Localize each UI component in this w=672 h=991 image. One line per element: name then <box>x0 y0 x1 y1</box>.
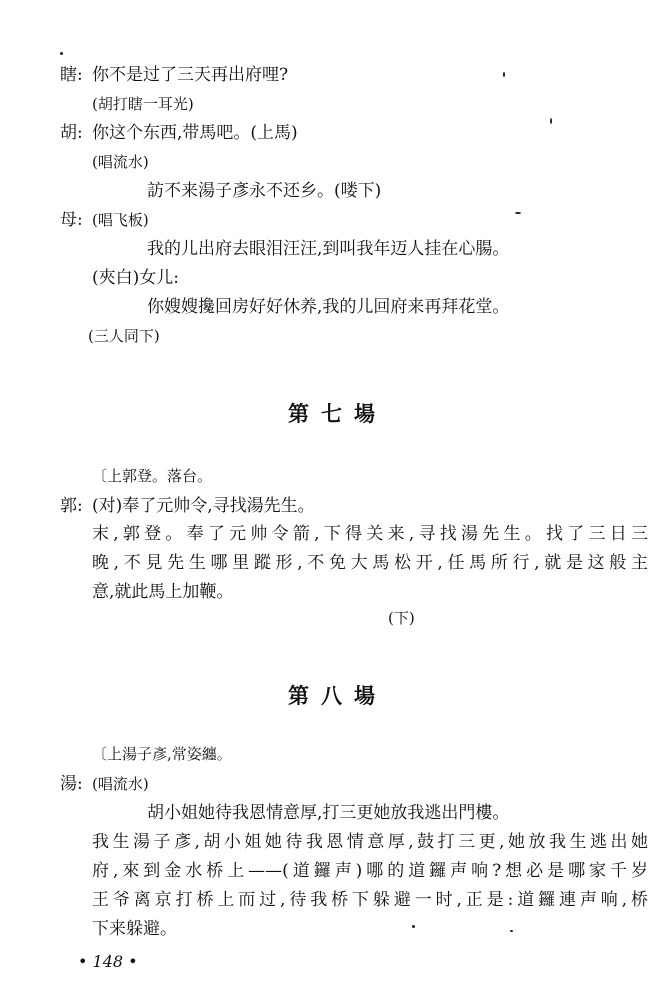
dialogue-line: (对)奉了元帅令,寻找湯先生。 <box>92 496 315 516</box>
prose-line: 府,來到金水桥上——(道鑼声)哪的道鑼声响?想必是哪家千岁 <box>92 861 648 881</box>
page-number-group <box>78 952 138 971</box>
scan-speck <box>412 925 415 928</box>
speaker-label: 瞎: <box>60 65 83 85</box>
scan-speck <box>550 118 552 124</box>
scan-speck <box>503 72 505 77</box>
prose-line: 我生湯子彥,胡小姐她待我恩情意厚,鼓打三更,她放我生逃出她 <box>92 832 648 852</box>
prose-line: 意,就此馬上加鞭。 <box>92 582 234 602</box>
stage-direction: (夾白)女儿: <box>92 268 179 288</box>
sung-line: 你嫂嫂攙回房好好休养,我的儿回府来再拜花堂。 <box>147 297 510 317</box>
stage-direction: (唱飞板) <box>92 211 149 229</box>
prose-line: 晚,不見先生哪里蹤形,不免大馬松开,任馬所行,就是这般主 <box>92 553 648 573</box>
scene-title: 第七場 <box>288 401 387 426</box>
stage-direction: 〔上湯子彥,常姿纏。 <box>92 745 232 763</box>
speaker-label: 母: <box>60 210 83 230</box>
scene-title: 第八場 <box>288 683 387 708</box>
stage-direction: (唱流水) <box>92 775 149 793</box>
bullet-left: • <box>78 952 93 971</box>
sung-line: 訪不来湯子彥永不还乡。(喽下) <box>147 181 382 201</box>
speaker-label: 郭: <box>60 496 83 516</box>
sung-line: 胡小姐她待我恩情意厚,打三更她放我逃出門樓。 <box>147 803 510 823</box>
scan-speck <box>60 52 63 55</box>
stage-direction: 〔上郭登。落台。 <box>92 467 213 485</box>
stage-direction: (胡打瞎一耳光) <box>92 95 194 113</box>
page-number: 148 <box>92 952 124 971</box>
speaker-label: 湯: <box>60 774 83 794</box>
prose-line: 末,郭登。奉了元帅令箭,下得关来,寻找湯先生。找了三日三 <box>92 524 648 544</box>
scan-speck <box>510 930 513 932</box>
dialogue-line: 你不是过了三天再出府哩? <box>92 65 289 85</box>
stage-direction: (三人同下) <box>88 327 160 345</box>
scan-speck <box>515 212 521 214</box>
speaker-label: 胡: <box>60 123 83 143</box>
dialogue-line: 你这个东西,带馬吧。(上馬) <box>92 123 298 143</box>
sung-line: 我的儿出府去眼泪汪汪,到叫我年迈人挂在心腸。 <box>147 239 510 259</box>
prose-line: 王爷离京打桥上而过,待我桥下躲避一时,正是:道鑼連声响,桥 <box>92 890 648 910</box>
stage-direction: (唱流水) <box>92 153 149 171</box>
stage-direction: (下) <box>388 609 415 627</box>
prose-line: 下来躲避。 <box>92 919 177 939</box>
bullet-right: • <box>123 952 138 971</box>
